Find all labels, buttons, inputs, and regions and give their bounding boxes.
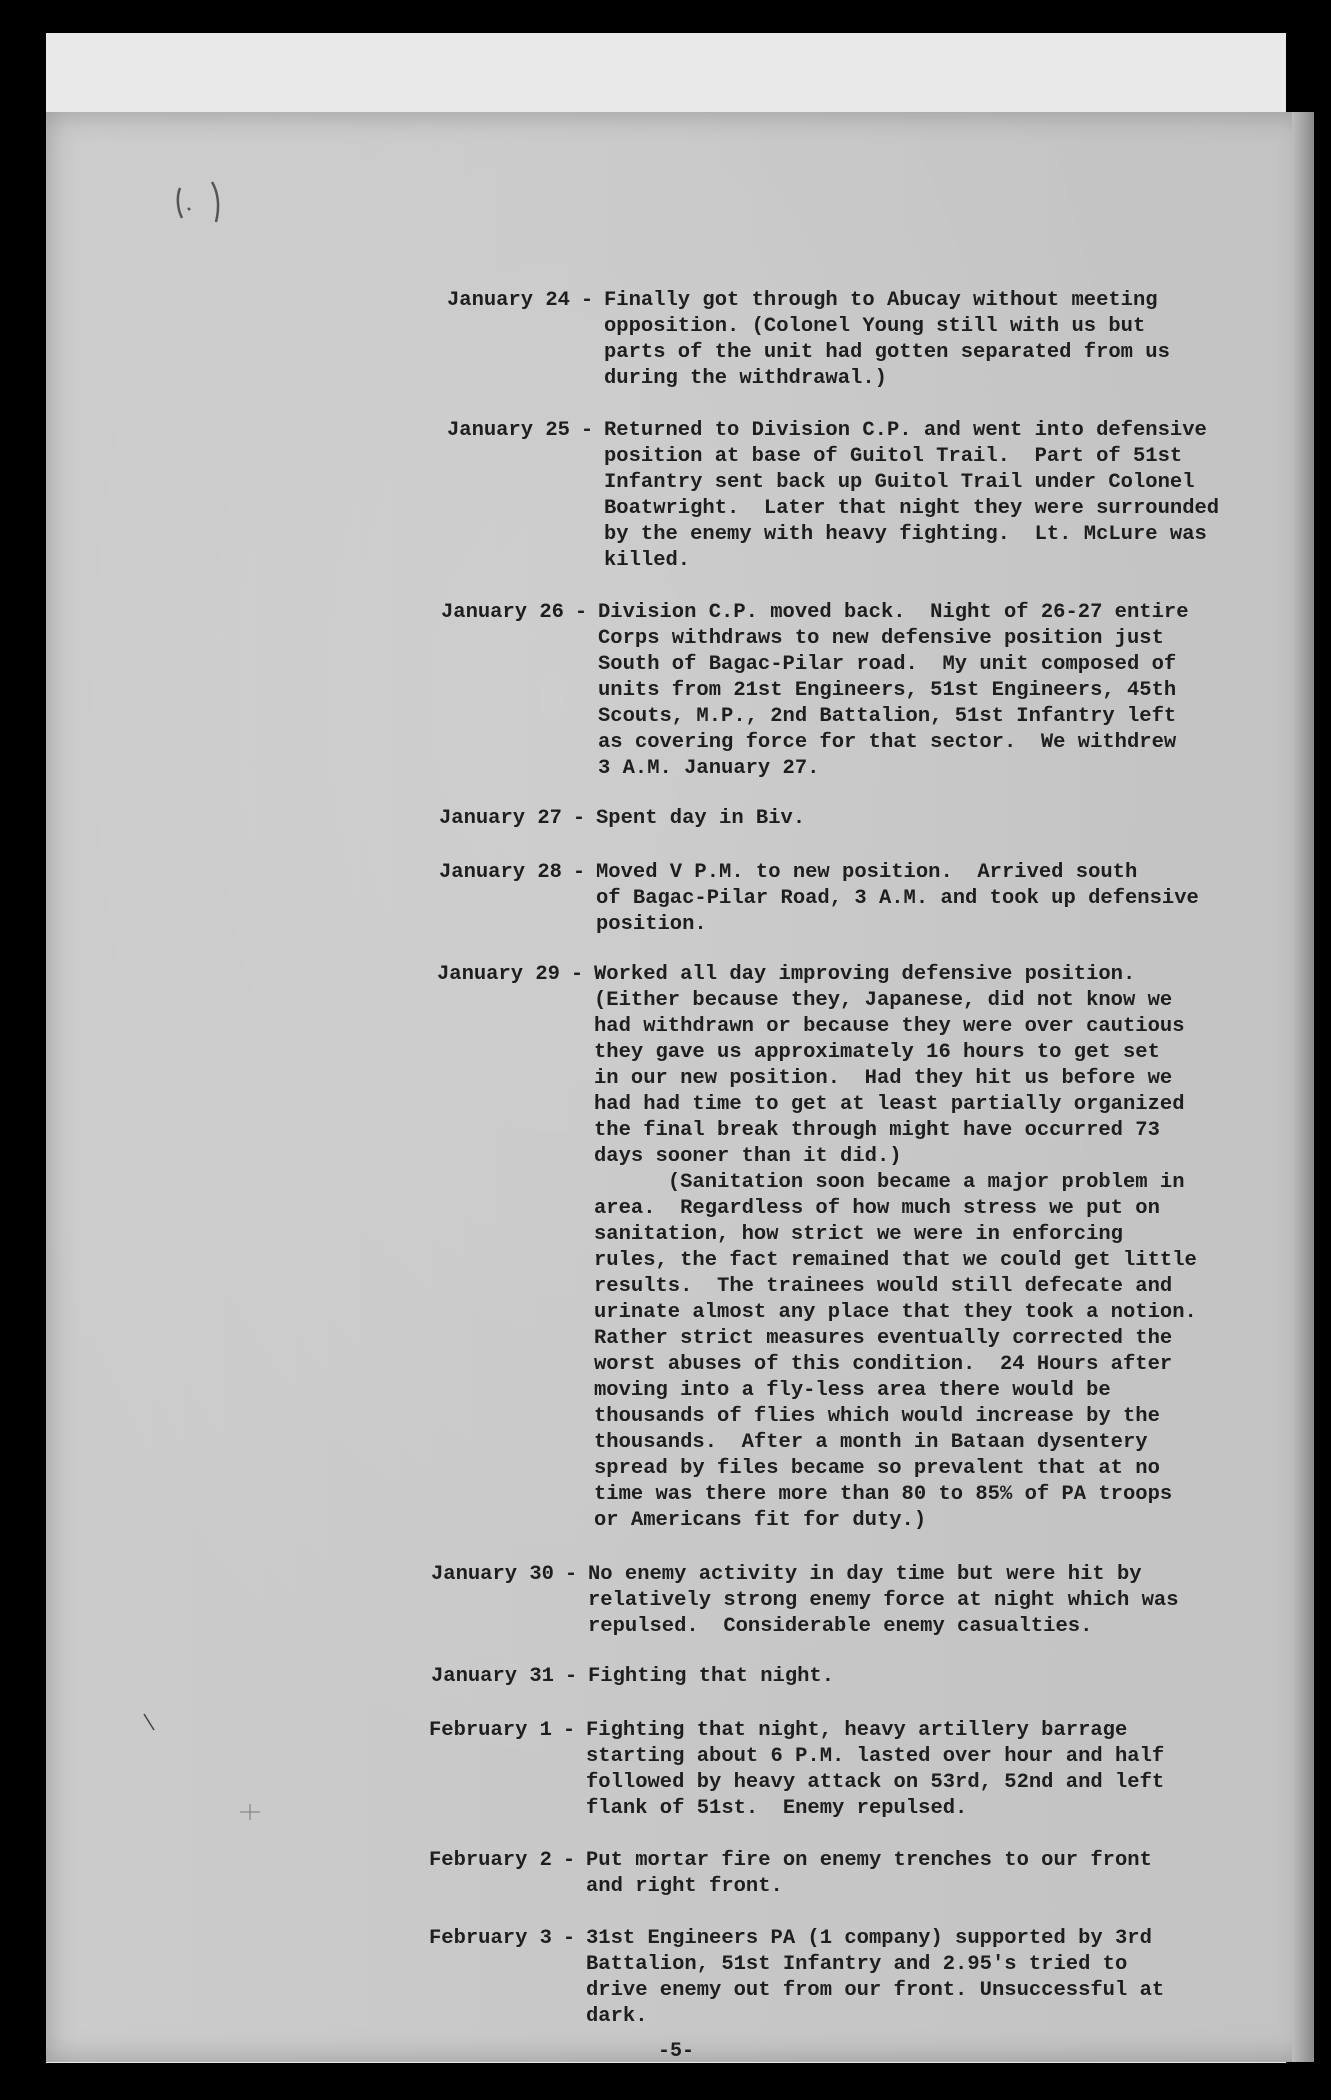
entry-separator: - — [562, 1719, 576, 1742]
entry-text: Spent day in Biv. — [596, 807, 806, 830]
entry-separator: - — [580, 419, 594, 442]
entry-date: January 27 — [438, 807, 562, 830]
entry-separator: - — [574, 601, 588, 624]
entry-text: No enemy activity in day time but were hit by relatively strong enemy force at night which was repulsed. Considerable enemy casualties. — [588, 1563, 1179, 1638]
entry-separator: - — [572, 807, 586, 830]
entry-separator: - — [562, 1927, 576, 1950]
entry-date: January 31 — [430, 1665, 554, 1688]
entry-separator: - — [580, 289, 594, 312]
entry-jan-30 — [404, 1562, 1179, 1640]
entry-jan-25 — [420, 418, 1219, 574]
entry-separator: - — [562, 1849, 576, 1872]
entry-date: February 2 — [428, 1849, 552, 1872]
entry-text: Division C.P. moved back. Night of 26-27 entire Corps withdraws to new defensive position just South of Bagac-Pilar road. My unit composed of units from 21st Engineers, 51st Engineers, 45th Scouts, M.P., 2nd Battalion, 51st Infantry left as covering force for that sector. We withdrew 3 A.M. January 27. — [598, 601, 1189, 780]
entry-text: Fighting that night. — [588, 1665, 835, 1688]
entry-date: February 3 — [428, 1927, 552, 1950]
entry-jan-26 — [414, 600, 1189, 782]
entry-separator: - — [564, 1665, 578, 1688]
entry-jan-24 — [420, 288, 1170, 392]
entry-text: Finally got through to Abucay without meeting opposition. (Colonel Young still with us but parts of the unit had gotten separated from us during the withdrawal.) — [604, 289, 1170, 390]
entry-feb-3 — [402, 1926, 1164, 2030]
entry-text: Fighting that night, heavy artillery barrage starting about 6 P.M. lasted over hour and half followed by heavy attack on 53rd, 52nd and left flank of 51st. Enemy repulsed. — [586, 1719, 1165, 1820]
entry-text: 31st Engineers PA (1 company) supported by 3rd Battalion, 51st Infantry and 2.95's tried to drive enemy out from our front. Unsuccessful at dark. — [586, 1927, 1165, 2028]
entry-feb-2 — [402, 1848, 1152, 1900]
entry-text: Returned to Division C.P. and went into defensive position at base of Guitol Trail. Part of 51st Infantry sent back up Guitol Trail under Colonel Boatwright. Later that night they were surrounded by the enemy with heavy fighting. Lt. McLure was killed. — [604, 419, 1220, 572]
entry-text: Worked all day improving defensive position. (Either because they, Japanese, did not know we had withdrawn or because they were over cautious they gave us approximately 16 hours to get set in our new position. Had they hit us before we had had time to get at least partially organized the final break through might have occurred 73 days sooner than it did.) (Sanitation soon became a major problem in area. Regardless of how much stress we put on sanitation, how strict we were in enforcing rules, the fact remained that we could get little results. The trainees would still defecate and urinate almost any place that they took a notion. Rather strict measures eventually corrected the worst abuses of this condition. 24 Hours after moving into a fly-less area there would be thousands of flies which would increase by the thousands. After a month in Bataan dysentery spread by files became so prevalent that at no time was there more than 80 to 85% of PA troops or Americans fit for duty.) — [594, 963, 1197, 1532]
entry-date: February 1 — [428, 1719, 552, 1742]
entry-date: January 26 — [440, 601, 564, 624]
entry-date: January 29 — [436, 963, 560, 986]
entry-separator: - — [572, 861, 586, 884]
entry-text: Moved V P.M. to new position. Arrived south of Bagac-Pilar Road, 3 A.M. and took up defensive position. — [596, 861, 1199, 936]
entry-jan-28 — [412, 860, 1199, 938]
page-number: -5- — [658, 2040, 695, 2063]
entry-separator: - — [570, 963, 584, 986]
entry-separator: - — [564, 1563, 578, 1586]
entry-jan-31 — [404, 1664, 834, 1690]
entry-jan-29 — [410, 962, 1197, 1534]
entry-jan-27 — [412, 806, 805, 832]
entry-date: January 30 — [430, 1563, 554, 1586]
entry-date: January 25 — [446, 419, 570, 442]
entry-date: January 28 — [438, 861, 562, 884]
entry-feb-1 — [402, 1718, 1164, 1822]
entry-date: January 24 — [446, 289, 570, 312]
entry-text: Put mortar fire on enemy trenches to our front and right front. — [586, 1849, 1152, 1898]
